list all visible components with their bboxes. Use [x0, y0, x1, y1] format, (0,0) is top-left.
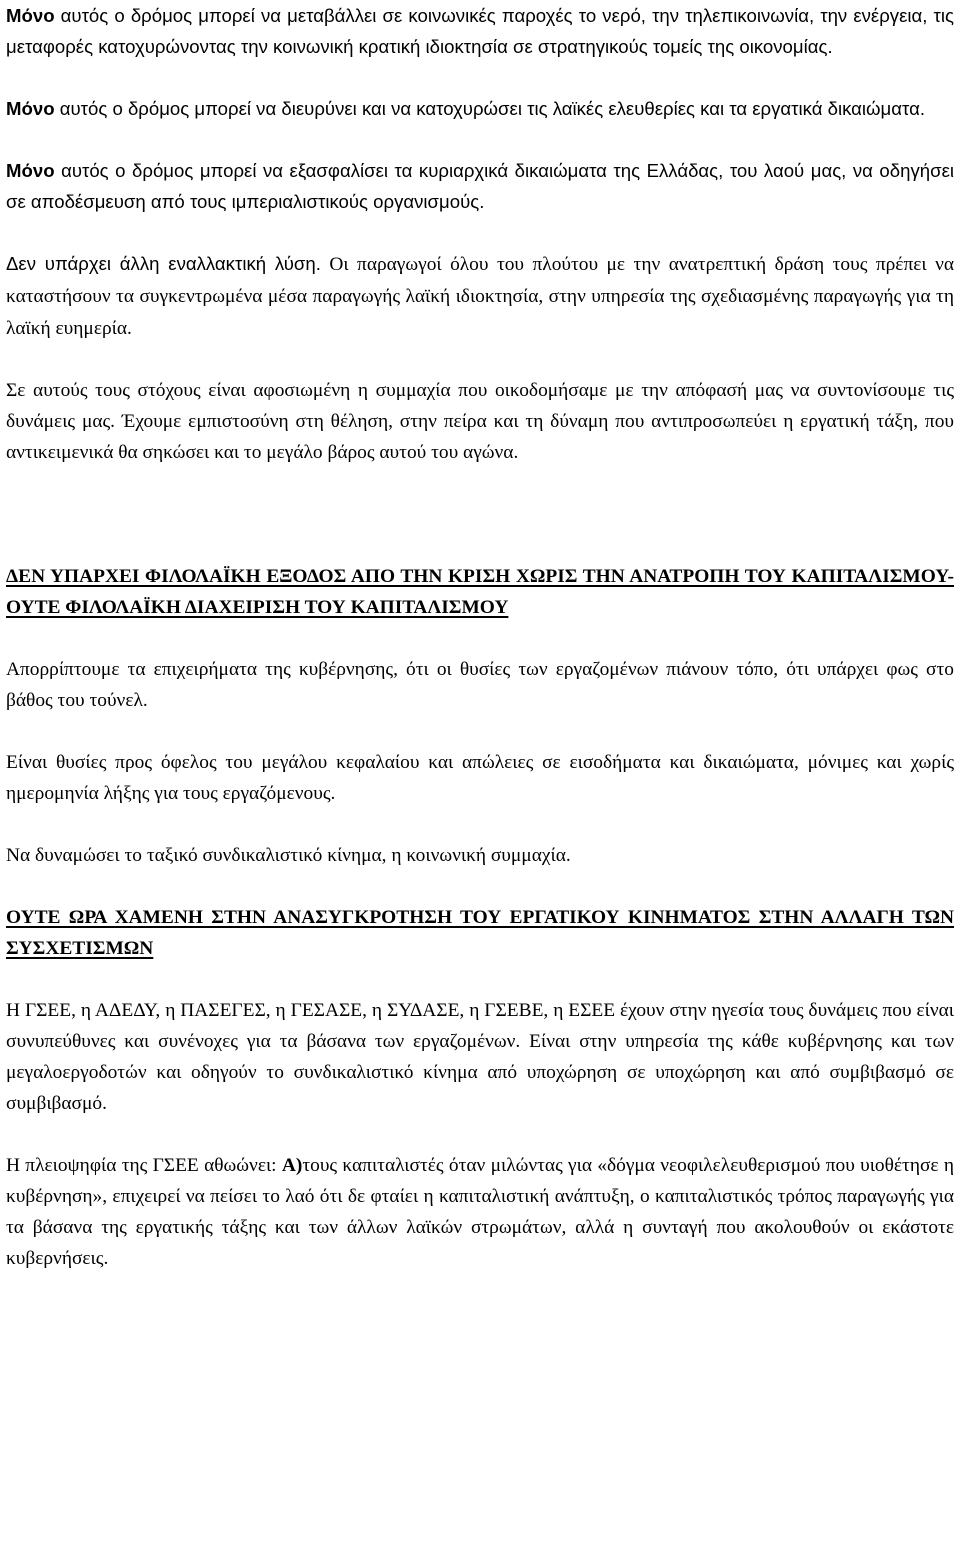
paragraph-8: Να δυναμώσει το ταξικό συνδικαλιστικό κίνημα, η κοινωνική συμμαχία. [6, 845, 571, 866]
paragraph-10 [6, 1150, 954, 1274]
paragraph-9: Η ΓΣΕΕ, η ΑΔΕΔΥ, η ΠΑΣΕΓΕΣ, η ΓΕΣΑΣΕ, η ΣΥΔΑΣΕ, η ΓΣΕΒΕ, η ΕΣΕΕ έχουν στην ηγεσία τους δυνάμεις που είναι συνυπεύθυνες και συνένοχες για τα βάσανα των εργαζομένων. Είναι στην υπηρεσία της κάθε κυβέρνησης και των μεγαλοεργοδοτών και οδηγούν το συνδικαλιστικό κίνημα από υποχώρηση σε υποχώρηση και από συμβιβασμό σε συμβιβασμό. [6, 1000, 954, 1114]
paragraph-5: Σε αυτούς τους στόχους είναι αφοσιωμένη η συμμαχία που οικοδομήσαμε με την απόφασή μας να συντονίσουμε τις δυνάμεις μας. Έχουμε εμπιστοσύνη στη θέληση, στην πείρα και τη δύναμη που αντιπροσωπεύει η εργατική τάξη, που αντικειμενικά θα σηκώσει και το μεγάλο βάρος αυτού του αγώνα. [6, 380, 954, 463]
paragraph-7: Είναι θυσίες προς όφελος του μεγάλου κεφαλαίου και απώλειες σε εισοδήματα και δικαιώματα, μόνιμες και χωρίς ημερομηνία λήξης για τους εργαζόμενους. [6, 752, 954, 804]
paragraph-4-lead: Δεν υπάρχει άλλη εναλλακτική λύση. [6, 253, 321, 274]
section-heading-1: ΔΕΝ ΥΠΑΡΧΕΙ ΦΙΛΟΛΑΪΚΗ ΕΞΟΔΟΣ ΑΠΟ ΤΗΝ ΚΡΙΣΗ ΧΩΡΙΣ ΤΗΝ ΑΝΑΤΡΟΠΗ ΤΟΥ ΚΑΠΙΤΑΛΙΣΜΟΥ-ΟΥΤΕ ΦΙΛΟΛΑΪΚΗ ΔΙΑΧΕΙΡΙΣΗ ΤΟΥ ΚΑΠΙΤΑΛΙΣΜΟΥ [6, 566, 954, 618]
paragraph-1-text: αυτός ο δρόμος μπορεί να μεταβάλλει σε κοινωνικές παροχές το νερό, την τηλεπικοινωνία, την ενέργεια, τις μεταφορές κατοχυρώνοντας την κοινωνική κρατική ιδιοκτησία σε στρατηγικούς τομείς της οικονομίας. [6, 5, 954, 57]
section-heading-2: ΟΥΤΕ ΩΡΑ ΧΑΜΕΝΗ ΣΤΗΝ ΑΝΑΣΥΓΚΡΟΤΗΣΗ ΤΟΥ ΕΡΓΑΤΙΚΟΥ ΚΙΝΗΜΑΤΟΣ ΣΤΗΝ ΑΛΛΑΓΗ ΤΩΝ ΣΥΣΧΕΤΙΣΜΩΝ [6, 907, 954, 959]
paragraph-3-lead: Μόνο [6, 160, 55, 181]
document-page [6, 0, 954, 1274]
paragraph-2-text: αυτός ο δρόμος μπορεί να διευρύνει και να κατοχυρώσει τις λαϊκές ελευθερίες και τα εργατικά δικαιώματα. [54, 98, 926, 119]
paragraph-3-text: αυτός ο δρόμος μπορεί να εξασφαλίσει τα κυριαρχικά δικαιώματα της Ελλάδας, του λαού μας, να οδηγήσει σε αποδέσμευση από τους ιμπεριαλιστικούς οργανισμούς. [6, 160, 954, 212]
paragraph-1 [6, 0, 954, 62]
paragraph-6: Απορρίπτουμε τα επιχειρήματα της κυβέρνησης, ότι οι θυσίες των εργαζομένων πιάνουν τόπο, ότι υπάρχει φως στο βάθος του τούνελ. [6, 659, 954, 711]
paragraph-4-text: Οι παραγωγοί όλου του πλούτου με την ανατρεπτική δράση τους πρέπει να καταστήσουν τα συγκεντρωμένα μέσα παραγωγής λαϊκή ιδιοκτησία, στην υπηρεσία της σχεδιασμένης παραγωγής για τη λαϊκή ευημερία. [6, 254, 954, 339]
paragraph-1-lead: Μόνο [6, 5, 55, 26]
paragraph-2-lead: Μόνο [6, 98, 55, 119]
paragraph-4 [6, 248, 954, 344]
paragraph-10-text: τους καπιταλιστές όταν μιλώντας για «δόγμα νεοφιλελευθερισμού που υιοθέτησε η κυβέρνηση», επιχειρεί να πείσει το λαό ότι δε φταίει η καπιταλιστική ανάπτυξη, ο καπιταλιστικός τρόπος παραγωγής για τα βάσανα της εργατικής τάξης και των άλλων λαϊκών στρωμάτων, αλλά η συνταγή που ακολουθούν οι εκάστοτε κυβερνήσεις. [6, 1155, 954, 1269]
paragraph-2 [6, 93, 954, 124]
spacer [6, 468, 954, 530]
paragraph-10-lead: Η πλειοψηφία της ΓΣΕΕ αθωώνει: [6, 1155, 282, 1176]
paragraph-10-marker: Α) [281, 1155, 303, 1176]
paragraph-3 [6, 155, 954, 217]
